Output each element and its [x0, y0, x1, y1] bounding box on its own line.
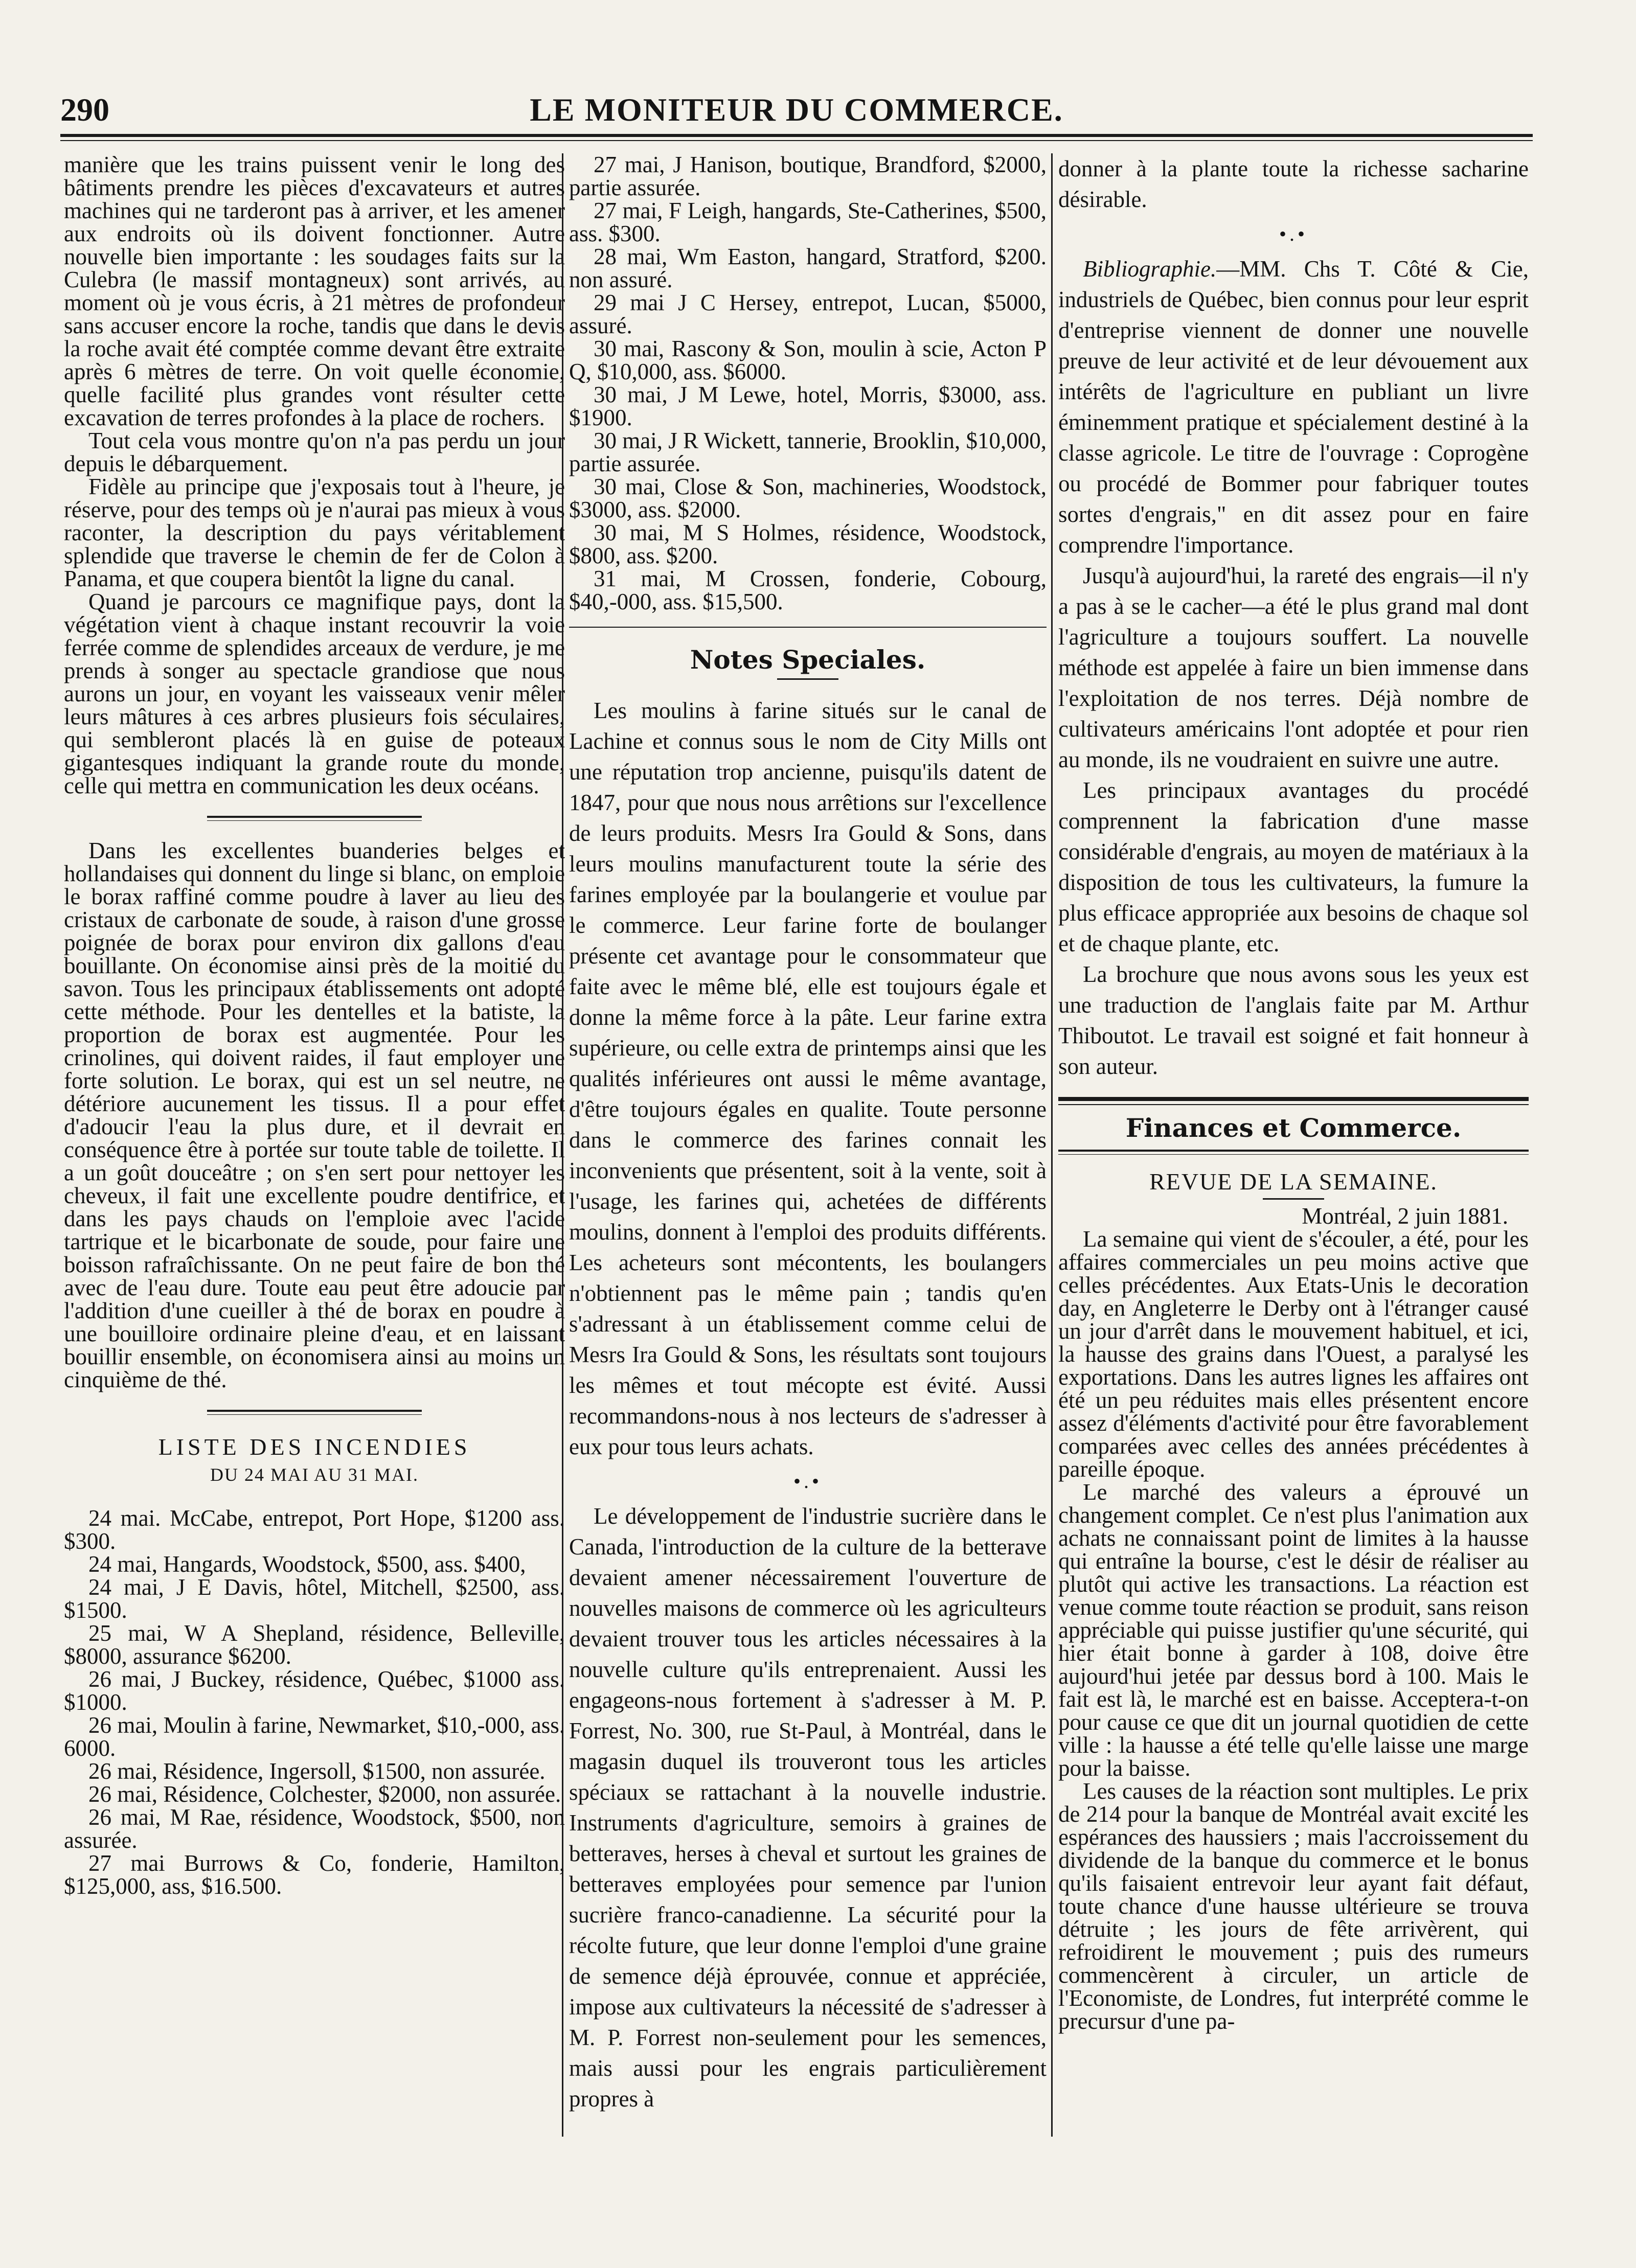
- fire-list-entry: 30 mai, J R Wickett, tannerie, Brooklin, $10,000, partie assurée.: [569, 428, 1047, 476]
- fire-list-entry: 26 mai, Résidence, Colchester, $2000, non assurée.: [88, 1781, 561, 1807]
- fire-list-entry: 30 mai, M S Holmes, résidence, Woodstock, $800, ass. $200.: [569, 520, 1047, 568]
- fire-list-entry: 30 mai, Close & Son, machineries, Woodstock, $3000, ass. $2000.: [569, 474, 1047, 522]
- article-paragraph: Quand je parcours ce magnifique pays, dont la végétation vient à chaque instant recouvrir la voie ferrée comme de splendides arceaux de verdure, je me prends à songer au spectacle grandiose que nous aurons un jour, en voyant les vaisseaux venir mêler leurs mâtures à ces arbres plusieurs fois séculaires, qui sembleront placés là en guise de poteaux gigantesques indiquant la grande route du monde, celle qui mettra en communication les deux océans.: [64, 589, 565, 798]
- header-rule-thick: [60, 134, 1533, 137]
- section-divider: [1058, 1150, 1529, 1155]
- column-2: [569, 153, 1047, 2114]
- fire-list-entry: 30 mai, J M Lewe, hotel, Morris, $3000, ass. $1900.: [569, 382, 1047, 430]
- section-stars: •.•: [1279, 222, 1308, 245]
- bibliographie-label: Bibliographie.: [1083, 256, 1217, 282]
- bibliographie-text: —MM. Chs T. Côté & Cie, industriels de Québec, bien connus pour leur esprit d'entreprise viennent de donner une nouvelle preuve de leur activité et de leur dévouement aux intérêts de l'agriculture en publiant un livre éminemment pratique et spécialement destiné à la classe agricole. Le titre de l'ouvrage : Coprogène ou procédé de Bommer pour fabriquer toutes sortes d'engrais," en dit assez pour en faire comprendre l'importance.: [1058, 256, 1529, 558]
- bibliographie-paragraph: [1058, 254, 1529, 560]
- fire-list-entry: 30 mai, Rascony & Son, moulin à scie, Acton P Q, $10,000, ass. $6000.: [569, 336, 1047, 384]
- article-paragraph: Fidèle au principe que j'exposais tout à l'heure, je réserve, pour des temps où je n'aurai pas mieux à vous raconter, la description du pays véritablement splendide que traverse le chemin de fer de Colon à Panama, et que coupera bientôt la ligne du canal.: [64, 474, 565, 591]
- fire-list-entry: 26 mai, J Buckey, résidence, Québec, $1000 ass. $1000.: [64, 1666, 565, 1715]
- section-divider: [1058, 1097, 1529, 1105]
- header-rule-thin: [60, 140, 1533, 141]
- page-number: 290: [60, 91, 109, 128]
- article-paragraph: La semaine qui vient de s'écouler, a été, pour les affaires commerciales un peu moins active que celles précédentes. Aux Etats-Unis le decoration day, en Angleterre le Derby ont à l'étranger causé un jour d'arrêt dans le mouvement habituel, et ici, la hausse des grains dans l'Ouest, a paralysé les exportations. Dans les autres lignes les affaires ont été un peu réduites mais elles présentent encore assez d'éléments d'activité pour être favorablement comparées avec celles des années précédentes à pareille époque.: [1058, 1226, 1529, 1482]
- dateline: Montréal, 2 juin 1881.: [1302, 1203, 1508, 1229]
- masthead-title: LE MONITEUR DU COMMERCE.: [530, 91, 1063, 128]
- fire-list-entry: 24 mai, Hangards, Woodstock, $500, ass. $400,: [88, 1551, 526, 1577]
- title-underline: [1263, 1198, 1324, 1200]
- fire-list-entry: 27 mai, J Hanison, boutique, Brandford, $2000, partie assurée.: [569, 152, 1047, 200]
- article-paragraph: Tout cela vous montre qu'on n'a pas perdu un jour depuis le débarquement.: [64, 428, 565, 476]
- article-paragraph: Le marché des valeurs a éprouvé un changement complet. Ce n'est plus l'animation aux achats ne connaissant point de limites à la hausse qui entraîne la bourse, c'est le désir de réaliser au plutôt qui active les transactions. La réaction est venue comme toute réaction se produit, sans reison appréciable qui puisse justifier qu'une sécurité, qui hier était bonne à garder à 108, doive être aujourd'hui jetée par dessus bord à 100. Mais le fait est là, le marché est en baisse. Acceptera-t-on pour cause ce que dit un journal quotidien de cette ville : la hausse a été telle qu'elle laisse une marge pour la baisse.: [1058, 1479, 1529, 1781]
- column-divider-2: [1051, 153, 1053, 2137]
- article-paragraph: manière que les trains puissent venir le long des bâtiments prendre les pièces d'excavateurs et autres machines qui ne tarderont pas à arriver, et les amener aux endroits où ils doivent fonctionner. Autre nouvelle bien importante : les soudages faits sur la Culebra (le massif montagneux) sont arrivés, au moment où je vous écris, à 21 mètres de profondeur sans accuser encore la roche, tandis que dans le devis la roche avait été comptée comme devant être extraite après 6 mètres de terre. On voit quelle économie, quelle facilité plus grandes vont résulter cette excavation de terres profondes à la place de rochers.: [64, 152, 565, 430]
- section-divider: [569, 627, 1047, 628]
- article-paragraph: Les causes de la réaction sont multiples. Le prix de 214 pour la banque de Montréal avait excité les espérances des haussiers ; mais l'accroissement du dividende de la banque du commerce et le bonus qu'ils faisaient entrevoir leur ayant fait défaut, toute chance d'une hausse ultérieure se trouva détruite ; les jours de fête arrivèrent, qui refroidirent le mouvement ; puis des rumeurs commencèrent à circuler, un article de l'Economiste, de Londres, fut interprété comme le precursur d'une pa-: [1058, 1778, 1529, 2034]
- section-divider: [207, 816, 422, 821]
- fire-list-entry: 27 mai, F Leigh, hangards, Ste-Catherines, $500, ass. $300.: [569, 198, 1047, 246]
- fire-list-entry: 26 mai, Résidence, Ingersoll, $1500, non assurée.: [88, 1758, 546, 1784]
- fire-list-entry: 28 mai, Wm Easton, hangard, Stratford, $200. non assuré.: [569, 244, 1047, 292]
- fire-list-entry: 27 mai Burrows & Co, fonderie, Hamilton, $125,000, ass, $16.500.: [64, 1850, 565, 1899]
- notes-body: [569, 695, 1047, 2114]
- fire-list-entry: 24 mai, J E Davis, hôtel, Mitchell, $2500, ass. $1500.: [64, 1574, 565, 1623]
- fire-list-entry: 25 mai, W A Shepland, résidence, Belleville, $8000, assurance $6200.: [64, 1620, 565, 1669]
- fire-list-entry: 29 mai J C Hersey, entrepot, Lucan, $5000, assuré.: [569, 290, 1047, 338]
- section-divider: [207, 1410, 422, 1415]
- borax-article: Dans les excellentes buanderies belges et hollandaises qui donnent du linge si blanc, on emploie le borax raffiné comme poudre à laver au lieu des cristaux de carbonate de soude, à raison d'une grosse poignée de borax pour environ dix gallons d'eau bouillante. On économise ainsi près de la moitié du savon. Tous les principaux établissements ont adopté cette méthode. Pour les dentelles et la batiste, la proportion de borax est augmentée. Pour les crinolines, qui doivent raides, il faut employer une forte solution. Le borax, qui est un sel neutre, ne détériore aucunement les tissus. Il a pour effet d'adoucir l'eau la plus dure, et il devrait en conséquence être à portée sur toute table de toilette. Il a un goût douceâtre ; on s'en sert pour nettoyer les cheveux, il fait une excellente poudre dentifrice, et dans les pays chauds on l'emploie avec l'acide tartrique et le bicarbonate de soude, pour faire une boisson rafraîchissante. On ne peut faire de bon thé avec de l'eau dure. Toute eau peut être adoucie par l'addition d'une cueiller à thé de borax en poudre à une bouilloire ordinaire pleine d'eau, et en laissant bouillir ensemble, on économisera ainsi au moins un cinquième de thé.: [64, 838, 565, 1392]
- article-paragraph: Le développement de l'industrie sucrière dans le Canada, l'introduction de la culture de la betterave devaient amener nécessairement l'ouverture de nouvelles maisons de commerce où les agriculteurs devaient trouver tous les articles nécessaires à la nouvelle culture qu'ils entreprenaient. Aussi les engageons-nous fortement à s'adresser à M. P. Forrest, No. 300, rue St-Paul, à Montréal, dans le magasin duquel ils trouveront tous les articles spéciaux se rattachant à la nouvelle industrie. Instruments d'agriculture, semoirs à graines de betteraves, herses à cheval et surtout les graines de betteraves employées pour semence par l'union sucrière franco-canadienne. La sécurité pour la récolte future, que leur donne l'emploi d'une graine de semence déjà éprouvée, connue et appréciée, impose aux cultivateurs la nécessité de s'adresser à M. P. Forrest non-seulement pour les semences, mais aussi pour les engrais particulièrement propres à: [569, 1503, 1047, 2112]
- fire-list-entry: 26 mai, M Rae, résidence, Woodstock, $500, non assurée.: [64, 1804, 565, 1853]
- article-paragraph: donner à la plante toute la richesse sacharine désirable.: [1058, 156, 1529, 212]
- finances-title: Finances et Commerce.: [1125, 1113, 1462, 1143]
- notes-speciales-title: Notes Speciales.: [690, 645, 926, 675]
- fire-list-entry: 31 mai, M Crossen, fonderie, Cobourg, $40,-000, ass. $15,500.: [569, 566, 1047, 614]
- fire-list-entry: 24 mai. McCabe, entrepot, Port Hope, $1200 ass. $300.: [64, 1505, 565, 1554]
- column-1: [64, 153, 565, 1898]
- page-header: [60, 91, 1533, 138]
- fire-list-entry: 26 mai, Moulin à farine, Newmarket, $10,-000, ass. 6000.: [64, 1712, 565, 1761]
- column-3: [1058, 153, 1529, 2033]
- section-stars: •.•: [793, 1470, 822, 1493]
- revue-title: REVUE DE LA SEMAINE.: [1149, 1169, 1438, 1195]
- article-paragraph: La brochure que nous avons sous les yeux est une traduction de l'anglais faite par M. Arthur Thiboutot. Le travail est soigné et fait honneur à son auteur.: [1058, 961, 1529, 1079]
- article-paragraph: Les moulins à farine situés sur le canal de Lachine et connus sous le nom de City Mills ont une réputation trop ancienne, puisqu'ils datent de 1847, pour que nous nous arrêtions sur l'excellence de leurs produits. Mesrs Ira Gould & Sons, dans leurs moulins manufacturent toute la série des farines employée par la boulangerie et voulue par le commerce. Leur farine forte de boulanger présente cet avantage pour le consommateur que faite avec le même blé, elle est toujours égale et donne la même force à la pâte. Leur farine extra supérieure, ou celle extra de printemps ainsi que les qualités inférieures ont aussi le même avantage, d'être toujours égales en qualite. Toute personne dans le commerce des farines connait les inconvenients que présentent, soit à la vente, soit à l'usage, les farines qui, achetées de différents moulins, donnent à l'emploi des produits différents. Les acheteurs sont mécontents, les boulangers n'obtiennent pas le même pain ; tandis qu'en s'adressant à un établissement comme celui de Mesrs Ira Gould & Sons, les résultats sont toujours les mêmes et tout mécopte est évité. Aussi recommandons-nous à nos lecteurs de s'adresser à eux pour tous leurs achats.: [569, 698, 1047, 1459]
- article-paragraph: Jusqu'à aujourd'hui, la rareté des engrais—il n'y a pas à se le cacher—a été le plus grand mal dont l'agriculture a toujours souffert. La nouvelle méthode est appelée à faire un bien immense dans l'exploitation de nos terres. Déjà nombre de cultivateurs américains l'ont adoptée et pour rien au monde, ils ne voudraient en suivre une autre.: [1058, 563, 1529, 772]
- biblio-body: [1058, 153, 1529, 1082]
- title-underline: [777, 678, 838, 680]
- article-paragraph: Les principaux avantages du procédé comprennent la fabrication d'une masse considérable d'engrais, au moyen de matériaux à la disposition de tous les cultivateurs, la fumure la plus efficace appropriée aux besoins de chaque sol et de chaque plante, etc.: [1058, 777, 1529, 956]
- fire-list-title: LISTE DES INCENDIES: [158, 1434, 471, 1460]
- fire-list-subtitle: DU 24 MAI AU 31 MAI.: [210, 1464, 419, 1485]
